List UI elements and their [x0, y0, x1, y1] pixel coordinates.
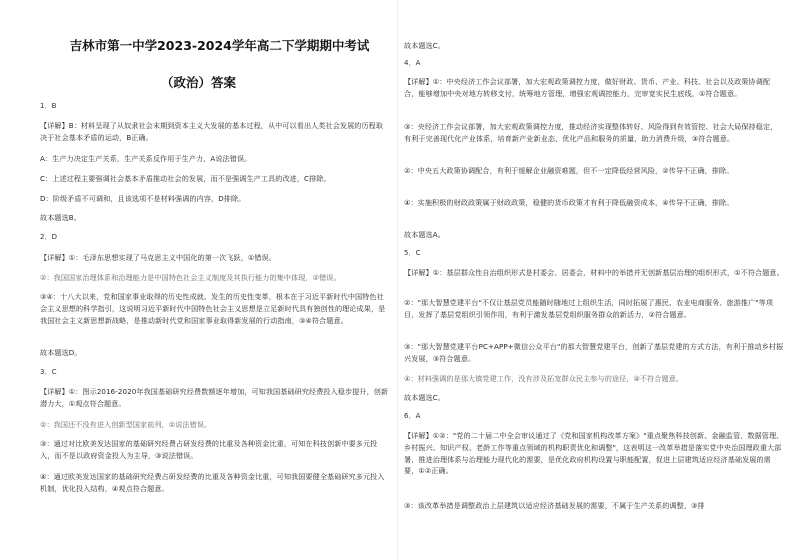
answer-number-3: 3．C — [40, 368, 57, 376]
conclusion-line: 故本题选D。 — [40, 348, 82, 357]
page-title: 吉林市第一中学2023-2024学年高二下学期期中考试 — [69, 38, 370, 53]
explanation-paragraph: ④：通过欧美发达国家的基础研究经费占研发经费的比重及各种资金比重，可知我国要健全基础研究多元投入机制，优化投入结构，④观点符合题意。 — [40, 472, 385, 493]
explanation-paragraph: 【详解】①：中央经济工作会议部署，加大宏观政策调控力度，做好财政、货币、产业、科技、社会以及政策协调配合，能够增加中央对地方转移支付，统筹地方管理，增强宏观调控能力，完审宽实民生底线，①符合题意。 — [404, 77, 771, 98]
answer-number-1: 1．B — [40, 102, 57, 110]
explanation-paragraph: ③：该改革举措是调整政治上层建筑以适应经济基础发展的需要，不属于生产关系的调整，③排 — [404, 501, 705, 510]
explanation-paragraph: 【详解】①：毛泽东思想实现了马克思主义中国化的第一次飞跃，①错误。 — [40, 253, 276, 262]
explanation-paragraph: ③：央经济工作会议部署，加大宏观政策调控力度，推动经济实现整体转好、风险得到有效管控、社会大局保持稳定，有利于完善现代化产业体系，培育新产业新业态，优化产品和服务的质量，助力消费升级，③符合题意。 — [404, 122, 778, 143]
explanation-paragraph: ②：中央五大政策协调配合，有利于缓解企业融资难题，但不一定降低经营风险，②传导不正确，排除。 — [404, 166, 734, 175]
explanation-paragraph: ②："那大智慧党建平台"不仅让基层党员能随时随地过上组织生活，同时拓展了惠民、农业电商服务、旅游推广"等项目，发挥了基层党组织引领作用，有利于激发基层党组织服务群众的新活力，②符合题意。 — [404, 298, 774, 319]
answer-number-5: 5．C — [404, 249, 421, 257]
conclusion-line: 故本题选C。 — [404, 393, 446, 402]
answer-number-2: 2．D — [40, 233, 58, 241]
explanation-paragraph: ③：通过对比欧美发达国家的基础研究经费占研发经费的比重及各种资金比重，可知在科技创新中要多元投入，而不是以政府资金投入为主导，③说法错误。 — [40, 439, 378, 460]
explanation-paragraph: ③："那大智慧党建平台PC+APP+微信公众平台"的那大智慧党建平台，创新了基层党建的方式方法，有利于推动乡村振兴发展，③符合题意。 — [404, 342, 784, 363]
explanation-paragraph: C：上述过程主要强调社会基本矛盾推动社会的发展，而不是强调生产工具的改进，C排除。 — [40, 174, 331, 183]
explanation-paragraph: ③④：十八大以来，党和国家事业取得的历史性成就、发生的历史性变革，根本在于习近平新时代中国特色社会主义思想的科学指引，这说明习近平新时代中国特色社会主义思想是立足新时代具有独创性的理论成果，是我国社会主义新思想新战略，是推动新时代党和国家事业取得新发展的行动指南，③④符合题意。 — [40, 292, 386, 325]
page-subtitle: （政治）答案 — [160, 75, 236, 90]
explanation-paragraph: ②：我国国家治理体系和治理能力是中国特色社会主义制度及其执行能力的集中体现，②错误。 — [40, 273, 341, 282]
explanation-paragraph: ④：实施积极的财政政策属于财政政策，稳健的货币政策才有利于降低融资成本，④传导不正确，排除。 — [404, 198, 734, 207]
explanation-paragraph: 【详解】①②："党的二十届二中全会审议通过了《党和国家机构改革方案》"重点聚焦科技创新、金融监管、数据管理、乡村振兴、知识产权、老龄工作等重点领域的机构职责优化和调整"，这表明这一改革举措是落实党中央治国理政重大部署，推进治理体系与治理能力现代化的需要，是优化政府机构设置与职能配置，促进上层建筑适应经济基础发展的需要，①②正确。 — [404, 431, 784, 476]
explanation-paragraph: D：阶级矛盾不可调和，且该选项不是材料强调的内容，D排除。 — [40, 194, 246, 203]
conclusion-line: 故本题选B。 — [40, 213, 81, 222]
answer-number-4: 4．A — [404, 59, 421, 67]
explanation-paragraph: ④：材料强调的是那大镇党建工作，没有涉及拓宽群众民主参与的途径，④不符合题意。 — [404, 374, 684, 383]
conclusion-line: 故本题选A。 — [404, 230, 445, 239]
answer-number-6: 6．A — [404, 412, 421, 420]
explanation-paragraph: 【详解】①：图示2016-2020年我国基础研究经费数额逐年增加，可知我国基础研究经费投入稳步提升，创新潜力大，①观点符合题意。 — [40, 387, 389, 408]
right-page — [397, 0, 794, 560]
explanation-paragraph: A：生产力决定生产关系，生产关系反作用于生产力，A说法错误。 — [40, 154, 252, 163]
explanation-paragraph: ②：我国还不没有进入创新型国家前列，②说法错误。 — [40, 420, 212, 429]
conclusion-line: 故本题选C。 — [404, 41, 446, 50]
explanation-paragraph: 【详解】①：基层群众性自治组织形式是村委会、居委会，材料中的举措并无创新基层治理的组织形式，①不符合题意。 — [404, 268, 784, 277]
explanation-paragraph: 【详解】B：材料呈现了从奴隶社会末期到资本主义大发展的基本过程，从中可以看出人类社会发展的历程取决于社会基本矛盾的运动，B正确。 — [40, 121, 384, 142]
